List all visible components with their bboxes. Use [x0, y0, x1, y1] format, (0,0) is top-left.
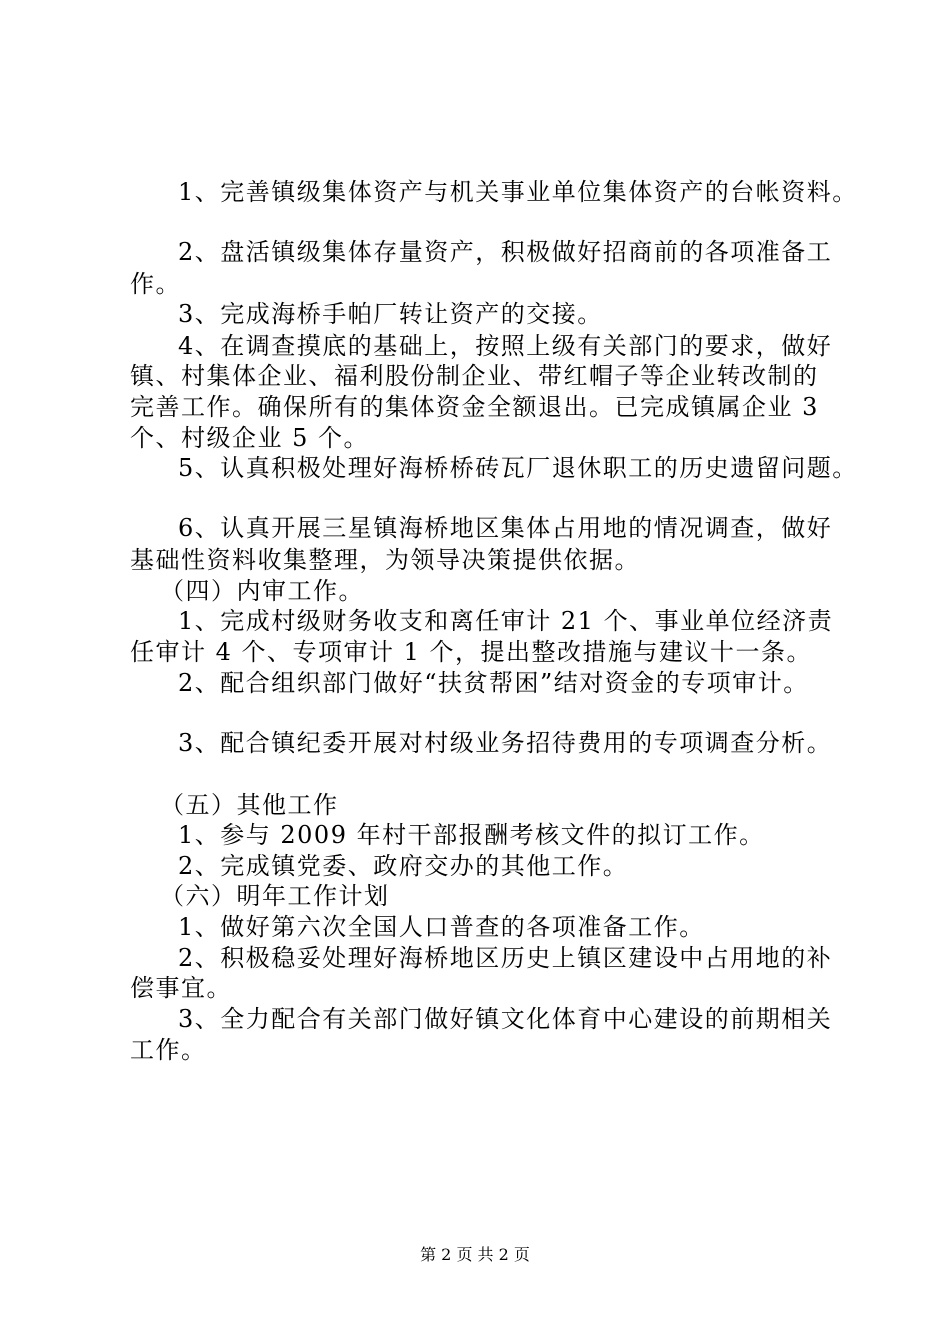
- section-heading-5: （五）其他工作: [160, 791, 339, 819]
- text-line-5: 4、在调查摸底的基础上，按照上级有关部门的要求，做好: [178, 332, 833, 360]
- page-footer: 第 2 页 共 2 页: [420, 1245, 530, 1264]
- text-line-21: 1、做好第六次全国人口普查的各项准备工作。: [178, 913, 705, 941]
- text-line-16: 3、配合镇纪委开展对村级业务招待费用的专项调查分析。: [178, 729, 833, 757]
- text-line-6: 镇、村集体企业、福利股份制企业、带红帽子等企业转改制的: [130, 362, 819, 390]
- text-line-10: 6、认真开展三星镇海桥地区集体占用地的情况调查，做好: [178, 514, 833, 542]
- section-heading-6: （六）明年工作计划: [160, 882, 390, 910]
- text-line-4: 3、完成海桥手帕厂转让资产的交接。: [178, 300, 603, 328]
- text-line-25: 工作。: [130, 1036, 207, 1064]
- text-line-18: 1、参与 2009 年村干部报酬考核文件的拟订工作。: [178, 821, 765, 849]
- text-line-3: 作。: [130, 270, 181, 298]
- text-line-13: 1、完成村级财务收支和离任审计 21 个、事业单位经济责: [178, 607, 834, 635]
- text-line-8: 个、村级企业 5 个。: [130, 424, 370, 452]
- text-line-9: 5、认真积极处理好海桥桥砖瓦厂退休职工的历史遗留问题。: [178, 454, 858, 482]
- section-heading-4: （四）内审工作。: [160, 577, 364, 605]
- text-line-11: 基础性资料收集整理，为领导决策提供依据。: [130, 546, 640, 574]
- text-line-2: 2、盘活镇级集体存量资产，积极做好招商前的各项准备工: [178, 238, 833, 266]
- text-line-1: 1、完善镇级集体资产与机关事业单位集体资产的台帐资料。: [178, 178, 858, 206]
- text-line-19: 2、完成镇党委、政府交办的其他工作。: [178, 852, 629, 880]
- text-line-24: 3、全力配合有关部门做好镇文化体育中心建设的前期相关: [178, 1005, 833, 1033]
- text-line-15: 2、配合组织部门做好“扶贫帮困”结对资金的专项审计。: [178, 669, 809, 697]
- text-line-23: 偿事宜。: [130, 974, 232, 1002]
- text-line-7: 完善工作。确保所有的集体资金全额退出。已完成镇属企业 3: [130, 393, 819, 421]
- text-line-14: 任审计 4 个、专项审计 1 个，提出整改措施与建议十一条。: [130, 638, 813, 666]
- text-line-22: 2、积极稳妥处理好海桥地区历史上镇区建设中占用地的补: [178, 944, 833, 972]
